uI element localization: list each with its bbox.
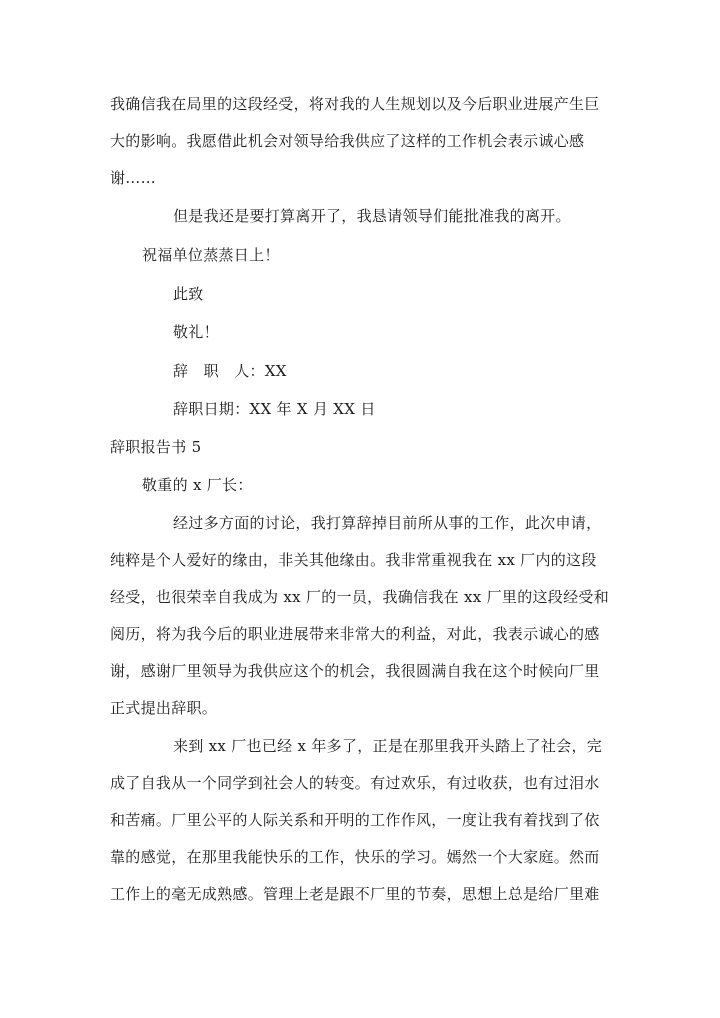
paragraph-line: 阅历，将为我今后的职业进展带来非常大的利益，对此，我表示诚心的感 <box>110 625 600 643</box>
paragraph-line: 谢…… <box>110 169 156 187</box>
resignation-date: 辞职日期：XX 年 X 月 XX 日 <box>173 400 376 418</box>
paragraph-line: 成了自我从一个同学到社会人的转变。有过欢乐，有过收获，也有过泪水 <box>110 774 600 792</box>
resigner-name: 辞 职 人：XX <box>173 362 287 380</box>
paragraph-line: 但是我还是要打算离开了，我恳请领导们能批准我的离开。 <box>173 207 571 225</box>
paragraph-line: 工作上的毫无成熟感。管理上老是跟不厂里的节奏，思想上总是给厂里难 <box>110 885 600 903</box>
section-heading: 辞职报告书 5 <box>110 438 202 456</box>
paragraph-line: 大的影响。我愿借此机会对领导给我供应了这样的工作机会表示诚心感 <box>110 132 585 150</box>
paragraph-line: 我确信我在局里的这段经受，将对我的人生规划以及今后职业进展产生巨 <box>110 95 600 113</box>
closing-wish: 祝福单位蒸蒸日上！ <box>142 246 280 264</box>
greeting: 敬重的 x 厂长： <box>142 476 253 494</box>
paragraph-line: 纯粹是个人爱好的缘由，非关其他缘由。我非常重视我在 xx 厂内的这段 <box>110 551 597 569</box>
paragraph-line: 经过多方面的讨论，我打算辞掉目前所从事的工作，此次申请， <box>173 514 602 532</box>
paragraph-line: 来到 xx 厂也已经 x 年多了，正是在那里我开头踏上了社会，完 <box>173 737 603 755</box>
paragraph-line: 正式提出辞职。 <box>110 699 218 717</box>
salutation-cizhi: 此致 <box>173 285 204 303</box>
paragraph-line: 经受，也很荣幸自我成为 xx 厂的一员，我确信我在 xx 厂里的这段经受和 <box>110 588 610 606</box>
paragraph-line: 和苦痛。厂里公平的人际关系和开明的工作作风，一度让我有着找到了依 <box>110 811 600 829</box>
paragraph-line: 靠的感觉，在那里我能快乐的工作，快乐的学习。嫣然一个大家庭。然而 <box>110 848 600 866</box>
salutation-jingli: 敬礼！ <box>173 323 219 341</box>
paragraph-line: 谢，感谢厂里领导为我供应这个的机会，我很圆满自我在这个时候向厂里 <box>110 662 600 680</box>
